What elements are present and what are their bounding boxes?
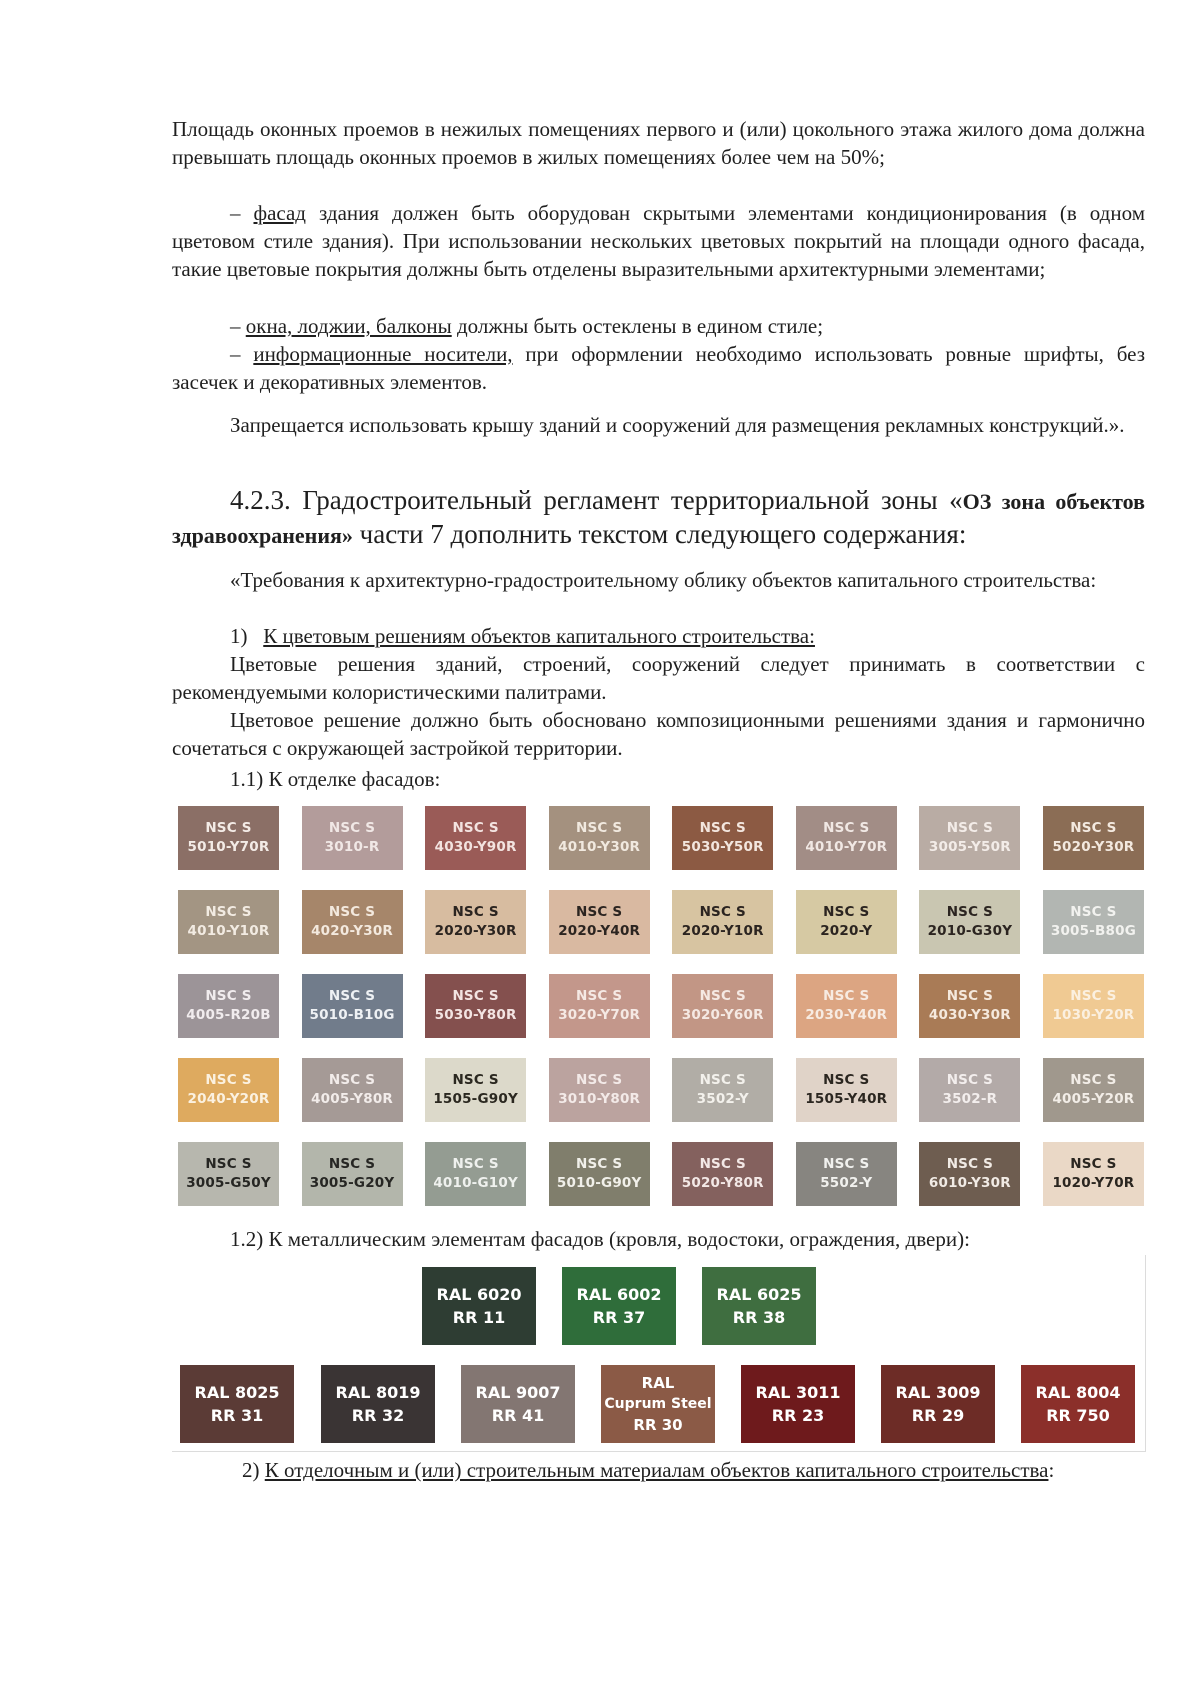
swatch-row bbox=[178, 806, 1144, 870]
text-facade-finishing: 1.1) К отделке фасадов: bbox=[230, 767, 441, 791]
nsc-swatch bbox=[425, 1058, 526, 1122]
nsc-swatch bbox=[549, 890, 650, 954]
swatch-system-label: NSC S bbox=[452, 1156, 499, 1172]
swatch-row bbox=[178, 1142, 1144, 1206]
ral-code-label: RAL 8004 bbox=[1035, 1383, 1121, 1402]
nsc-swatch bbox=[178, 974, 279, 1038]
nsc-swatch bbox=[425, 890, 526, 954]
item-number: 2) bbox=[242, 1458, 265, 1482]
nsc-swatch bbox=[672, 1058, 773, 1122]
text-metal-elements: 1.2) К металлическим элементам фасадов (кровля, водостоки, ограждения, двери): bbox=[230, 1227, 970, 1251]
paragraph-materials bbox=[172, 1456, 1145, 1484]
swatch-code-label: 5010-G90Y bbox=[556, 1175, 642, 1191]
ral-swatch bbox=[461, 1365, 575, 1443]
swatch-code-label: 4010-Y70R bbox=[805, 839, 888, 855]
swatch-system-label: NSC S bbox=[205, 1156, 252, 1172]
rr-code-label: RR 31 bbox=[210, 1406, 264, 1425]
swatch-system-label: NSC S bbox=[699, 1156, 746, 1172]
swatch-system-label: NSC S bbox=[205, 904, 252, 920]
ral-name-label: Cuprum Steel bbox=[604, 1395, 712, 1412]
nsc-swatch bbox=[672, 806, 773, 870]
ral-code-label: RAL 8019 bbox=[335, 1383, 421, 1402]
underlined-facade: фасад bbox=[253, 201, 306, 225]
paragraph-roof bbox=[172, 410, 1145, 441]
ral-swatch bbox=[881, 1365, 995, 1443]
swatch-system-label: NSC S bbox=[328, 1156, 376, 1172]
rr-code-label: RR 29 bbox=[911, 1406, 965, 1425]
swatch-system-label: NSC S bbox=[576, 988, 623, 1004]
swatch-system-label: NSC S bbox=[576, 904, 623, 920]
heading-prefix: 4.2.3. Градостроительный регламент территориальной зоны « bbox=[230, 485, 963, 515]
nsc-swatch bbox=[672, 974, 773, 1038]
swatch-system-label: NSC S bbox=[946, 1072, 994, 1088]
nsc-swatch bbox=[796, 1142, 897, 1206]
rr-code-label: RR 750 bbox=[1046, 1406, 1110, 1425]
rr-code-label: RR 30 bbox=[633, 1415, 683, 1434]
swatch-system-label: NSC S bbox=[452, 904, 499, 920]
swatch-code-label: 1505-G90Y bbox=[433, 1091, 518, 1107]
swatch-row bbox=[178, 974, 1144, 1038]
swatch-system-label: NSC S bbox=[328, 988, 376, 1004]
swatch-code-label: 4030-Y90R bbox=[434, 839, 517, 855]
text-roof: Запрещается использовать крышу зданий и сооружений для размещения рекламных конструкций.». bbox=[230, 413, 1125, 437]
swatch-code-label: 2020-Y30R bbox=[434, 923, 517, 939]
nsc-swatch bbox=[302, 806, 403, 870]
paragraph-info-carriers bbox=[172, 340, 1145, 396]
paragraph-metal-elements bbox=[172, 1225, 1145, 1253]
ral-code-label: RAL 6020 bbox=[436, 1285, 522, 1304]
nsc-swatch bbox=[796, 806, 897, 870]
swatch-code-label: 3010-Y80R bbox=[558, 1091, 641, 1107]
nsc-swatch bbox=[919, 890, 1020, 954]
heading-suffix: части 7 дополнить текстом следующего содержания: bbox=[352, 519, 967, 549]
swatch-system-label: NSC S bbox=[823, 820, 870, 836]
text-composition: Цветовое решение должно быть обосновано композиционными решениями здания и гармонично сочетаться с окружающей застройкой территории. bbox=[172, 708, 1145, 760]
swatch-system-label: NSC S bbox=[205, 988, 252, 1004]
nsc-swatch bbox=[425, 1142, 526, 1206]
rr-code-label: RR 37 bbox=[592, 1308, 646, 1327]
text-windows-rest: должны быть остеклены в едином стиле; bbox=[451, 314, 824, 338]
text-window-area: Площадь оконных проемов в нежилых помещениях первого и (или) цокольного этажа жилого дома должна превышать площадь оконных проемов в жилых помещениях более чем на 50%; bbox=[172, 117, 1145, 169]
swatch-system-label: NSC S bbox=[576, 820, 623, 836]
swatch-code-label: 4010-G10Y bbox=[433, 1175, 518, 1191]
swatch-code-label: 2030-Y40R bbox=[805, 1007, 888, 1023]
nsc-swatch bbox=[1043, 1058, 1144, 1122]
swatch-code-label: 3005-B80G bbox=[1050, 923, 1136, 939]
swatch-code-label: 4005-Y80R bbox=[311, 1091, 394, 1107]
ral-swatch bbox=[1021, 1365, 1135, 1443]
swatch-row bbox=[178, 1058, 1144, 1122]
underlined-materials: К отделочным и (или) строительным материалам объектов капитального строительства bbox=[264, 1458, 1049, 1482]
swatch-code-label: 4030-Y30R bbox=[928, 1007, 1011, 1023]
swatch-code-label: 4010-Y30R bbox=[558, 839, 641, 855]
swatch-system-label: NSC S bbox=[1070, 904, 1117, 920]
swatch-system-label: NSC S bbox=[699, 1072, 746, 1088]
ral-code-label: RAL 6025 bbox=[716, 1285, 802, 1304]
nsc-swatch bbox=[178, 890, 279, 954]
nsc-swatch bbox=[549, 1058, 650, 1122]
rr-code-label: RR 38 bbox=[732, 1308, 786, 1327]
swatch-code-label: 2020-Y bbox=[820, 923, 873, 939]
ral-swatch bbox=[601, 1365, 715, 1443]
swatch-system-label: NSC S bbox=[328, 820, 376, 836]
nsc-swatch bbox=[672, 1142, 773, 1206]
nsc-swatch bbox=[425, 806, 526, 870]
swatch-system-label: NSC S bbox=[1070, 1072, 1117, 1088]
swatch-system-label: NSC S bbox=[576, 1156, 623, 1172]
swatch-code-label: 5020-Y30R bbox=[1052, 839, 1135, 855]
underlined-info-carriers: информационные носители, bbox=[253, 342, 513, 366]
swatch-code-label: 2020-Y40R bbox=[558, 923, 641, 939]
ral-swatch bbox=[702, 1267, 816, 1345]
paragraph-palettes bbox=[172, 650, 1145, 706]
paragraph-composition bbox=[172, 706, 1145, 762]
nsc-swatch bbox=[549, 974, 650, 1038]
nsc-color-palette bbox=[178, 806, 1144, 1226]
paragraph-facade bbox=[172, 199, 1145, 283]
rr-code-label: RR 41 bbox=[491, 1406, 545, 1425]
ral-code-label: RAL bbox=[641, 1373, 675, 1392]
rr-code-label: RR 32 bbox=[351, 1406, 405, 1425]
swatch-system-label: NSC S bbox=[946, 1156, 994, 1172]
paragraph-color-solutions bbox=[172, 622, 1145, 650]
nsc-swatch bbox=[796, 890, 897, 954]
nsc-swatch bbox=[1043, 974, 1144, 1038]
swatch-system-label: NSC S bbox=[699, 820, 746, 836]
nsc-swatch bbox=[1043, 1142, 1144, 1206]
swatch-system-label: NSC S bbox=[823, 1072, 870, 1088]
ral-code-label: RAL 8025 bbox=[194, 1383, 280, 1402]
dash: – bbox=[230, 314, 241, 338]
swatch-code-label: 3005-Y50R bbox=[928, 839, 1011, 855]
section-heading bbox=[172, 484, 1145, 552]
nsc-swatch bbox=[178, 806, 279, 870]
nsc-swatch bbox=[919, 806, 1020, 870]
swatch-code-label: 3010-R bbox=[324, 839, 380, 855]
swatch-code-label: 3502-R bbox=[942, 1091, 998, 1107]
swatch-code-label: 5020-Y80R bbox=[681, 1175, 764, 1191]
nsc-swatch bbox=[672, 890, 773, 954]
swatch-code-label: 3020-Y60R bbox=[681, 1007, 764, 1023]
dash: – bbox=[230, 201, 241, 225]
nsc-swatch bbox=[1043, 890, 1144, 954]
swatch-code-label: 2040-Y20R bbox=[187, 1091, 270, 1107]
swatch-system-label: NSC S bbox=[452, 820, 499, 836]
ral-swatch bbox=[741, 1365, 855, 1443]
swatch-system-label: NSC S bbox=[1070, 1156, 1117, 1172]
swatch-code-label: 1505-Y40R bbox=[805, 1091, 888, 1107]
swatch-system-label: NSC S bbox=[205, 1072, 252, 1088]
swatch-code-label: 3502-Y bbox=[696, 1091, 749, 1107]
ral-code-label: RAL 9007 bbox=[475, 1383, 561, 1402]
nsc-swatch bbox=[425, 974, 526, 1038]
swatch-code-label: 5010-Y70R bbox=[187, 839, 270, 855]
paragraph-window-area bbox=[172, 115, 1145, 171]
swatch-code-label: 1030-Y20R bbox=[1052, 1007, 1135, 1023]
swatch-system-label: NSC S bbox=[328, 904, 376, 920]
nsc-swatch bbox=[919, 974, 1020, 1038]
swatch-system-label: NSC S bbox=[1070, 820, 1117, 836]
dash: – bbox=[230, 342, 241, 366]
nsc-swatch bbox=[302, 890, 403, 954]
swatch-code-label: 4020-Y30R bbox=[311, 923, 394, 939]
paragraph-windows bbox=[172, 312, 1145, 340]
swatch-system-label: NSC S bbox=[823, 904, 870, 920]
nsc-swatch bbox=[178, 1142, 279, 1206]
swatch-system-label: NSC S bbox=[699, 988, 746, 1004]
swatch-code-label: 4005-R20B bbox=[186, 1007, 271, 1023]
swatch-system-label: NSC S bbox=[1070, 988, 1117, 1004]
nsc-swatch bbox=[549, 1142, 650, 1206]
nsc-swatch bbox=[302, 974, 403, 1038]
ral-color-palette bbox=[172, 1255, 1146, 1452]
swatch-system-label: NSC S bbox=[576, 1072, 623, 1088]
ral-swatch bbox=[180, 1365, 294, 1443]
swatch-system-label: NSC S bbox=[823, 988, 870, 1004]
text-info-carriers-rest: при оформлении необходимо использовать ровные шрифты, без засечек и декоративных элементов. bbox=[172, 342, 1145, 394]
swatch-system-label: NSC S bbox=[452, 1072, 499, 1088]
swatch-system-label: NSC S bbox=[699, 904, 746, 920]
swatch-system-label: NSC S bbox=[946, 820, 994, 836]
nsc-swatch bbox=[796, 974, 897, 1038]
swatch-code-label: 5010-B10G bbox=[309, 1007, 395, 1023]
swatch-code-label: 4010-Y10R bbox=[187, 923, 270, 939]
swatch-code-label: 5030-Y80R bbox=[434, 1007, 517, 1023]
swatch-code-label: 5502-Y bbox=[820, 1175, 873, 1191]
nsc-swatch bbox=[919, 1142, 1020, 1206]
ral-code-label: RAL 3009 bbox=[895, 1383, 981, 1402]
nsc-swatch bbox=[549, 806, 650, 870]
ral-swatch bbox=[321, 1365, 435, 1443]
nsc-swatch bbox=[178, 1058, 279, 1122]
nsc-swatch bbox=[796, 1058, 897, 1122]
swatch-code-label: 5030-Y50R bbox=[681, 839, 764, 855]
swatch-system-label: NSC S bbox=[946, 904, 994, 920]
ral-code-label: RAL 3011 bbox=[755, 1383, 841, 1402]
colon: : bbox=[1048, 1458, 1055, 1482]
swatch-code-label: 1020-Y70R bbox=[1052, 1175, 1135, 1191]
text-facade-rest: здания должен быть оборудован скрытыми элементами кондиционирования (в одном цветовом стиле здания). При использовании нескольких цветовых покрытий на площади одного фасада, такие цветовые покрытия должны быть отделены выразительными архитектурными элементами; bbox=[172, 201, 1145, 281]
underlined-color-solutions: К цветовым решениям объектов капитального строительства: bbox=[263, 624, 815, 648]
swatch-system-label: NSC S bbox=[328, 1072, 376, 1088]
swatch-system-label: NSC S bbox=[452, 988, 499, 1004]
ral-code-label: RAL 6002 bbox=[576, 1285, 662, 1304]
swatch-code-label: 3020-Y70R bbox=[558, 1007, 641, 1023]
paragraph-facade-finishing bbox=[172, 765, 1145, 793]
nsc-swatch bbox=[302, 1058, 403, 1122]
swatch-code-label: 2010-G30Y bbox=[927, 923, 1013, 939]
swatch-code-label: 3005-G50Y bbox=[186, 1175, 271, 1191]
swatch-code-label: 2020-Y10R bbox=[681, 923, 764, 939]
heading-zone-bold: ОЗ зона объектов здравоохранения» bbox=[172, 489, 1145, 548]
swatch-code-label: 3005-G20Y bbox=[309, 1175, 395, 1191]
item-number: 1) bbox=[230, 624, 248, 648]
ral-swatch bbox=[422, 1267, 536, 1345]
swatch-code-label: 6010-Y30R bbox=[928, 1175, 1011, 1191]
nsc-swatch bbox=[919, 1058, 1020, 1122]
text-requirements: «Требования к архитектурно-градостроительному облику объектов капитального строительства: bbox=[230, 568, 1097, 592]
swatch-system-label: NSC S bbox=[946, 988, 994, 1004]
ral-swatch bbox=[562, 1267, 676, 1345]
rr-code-label: RR 11 bbox=[452, 1308, 506, 1327]
paragraph-requirements bbox=[172, 566, 1145, 594]
swatch-system-label: NSC S bbox=[823, 1156, 870, 1172]
rr-code-label: RR 23 bbox=[771, 1406, 825, 1425]
text-palettes: Цветовые решения зданий, строений, сооружений следует принимать в соответствии с рекомендуемыми колористическими палитрами. bbox=[172, 652, 1145, 704]
swatch-row bbox=[178, 890, 1144, 954]
nsc-swatch bbox=[1043, 806, 1144, 870]
underlined-windows: окна, лоджии, балконы bbox=[245, 314, 452, 338]
swatch-system-label: NSC S bbox=[205, 820, 252, 836]
swatch-code-label: 4005-Y20R bbox=[1052, 1091, 1135, 1107]
nsc-swatch bbox=[302, 1142, 403, 1206]
